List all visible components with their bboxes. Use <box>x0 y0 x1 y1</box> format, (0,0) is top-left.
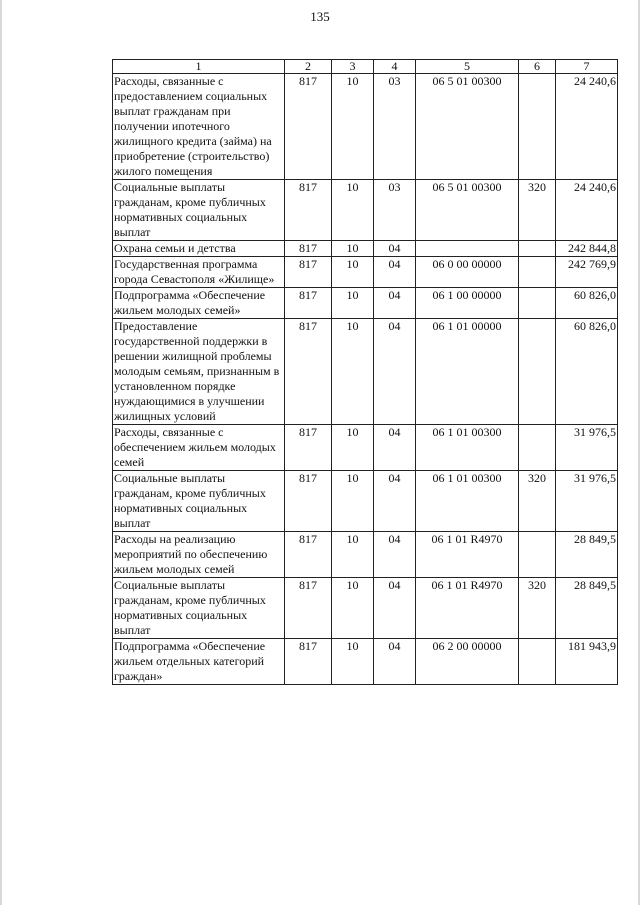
cell-sum: 242 844,8 <box>556 241 618 257</box>
table-row <box>113 532 618 578</box>
cell-vr: 320 <box>519 578 556 639</box>
cell-sum: 28 849,5 <box>556 532 618 578</box>
cell-razdel: 10 <box>332 471 374 532</box>
cell-podrazdel: 04 <box>374 532 416 578</box>
cell-vr <box>519 532 556 578</box>
cell-csr: 06 5 01 00300 <box>416 180 519 241</box>
cell-name: Расходы на реализацию мероприятий по обеспечению жильем молодых семей <box>113 532 285 578</box>
header-col-7: 7 <box>556 60 618 74</box>
cell-ved: 817 <box>285 74 332 180</box>
table-row <box>113 74 618 180</box>
cell-csr: 06 1 01 00300 <box>416 471 519 532</box>
cell-razdel: 10 <box>332 180 374 241</box>
cell-name: Социальные выплаты гражданам, кроме публичных нормативных социальных выплат <box>113 578 285 639</box>
cell-csr <box>416 241 519 257</box>
table-body <box>113 74 618 685</box>
cell-ved: 817 <box>285 288 332 319</box>
cell-vr: 320 <box>519 471 556 532</box>
table-row <box>113 425 618 471</box>
cell-podrazdel: 03 <box>374 74 416 180</box>
header-col-3: 3 <box>332 60 374 74</box>
cell-razdel: 10 <box>332 241 374 257</box>
table-row <box>113 257 618 288</box>
cell-podrazdel: 04 <box>374 241 416 257</box>
cell-podrazdel: 04 <box>374 425 416 471</box>
cell-csr: 06 5 01 00300 <box>416 74 519 180</box>
cell-name: Социальные выплаты гражданам, кроме публичных нормативных социальных выплат <box>113 471 285 532</box>
cell-vr <box>519 257 556 288</box>
cell-csr: 06 2 00 00000 <box>416 639 519 685</box>
cell-csr: 06 0 00 00000 <box>416 257 519 288</box>
cell-razdel: 10 <box>332 288 374 319</box>
cell-vr <box>519 319 556 425</box>
header-row <box>113 60 618 74</box>
table-row <box>113 288 618 319</box>
cell-vr <box>519 241 556 257</box>
cell-name: Подпрограмма «Обеспечение жильем отдельных категорий граждан» <box>113 639 285 685</box>
header-col-4: 4 <box>374 60 416 74</box>
cell-ved: 817 <box>285 532 332 578</box>
table-row <box>113 639 618 685</box>
cell-ved: 817 <box>285 257 332 288</box>
cell-sum: 181 943,9 <box>556 639 618 685</box>
cell-name: Предоставление государственной поддержки в решении жилищной проблемы молодым семьям, признанным в установленном порядке нуждающимися в улучшении жилищных условий <box>113 319 285 425</box>
header-col-5: 5 <box>416 60 519 74</box>
cell-ved: 817 <box>285 319 332 425</box>
cell-sum: 60 826,0 <box>556 319 618 425</box>
cell-ved: 817 <box>285 425 332 471</box>
cell-sum: 60 826,0 <box>556 288 618 319</box>
scan-left-edge <box>0 0 2 905</box>
header-col-2: 2 <box>285 60 332 74</box>
cell-razdel: 10 <box>332 578 374 639</box>
cell-razdel: 10 <box>332 74 374 180</box>
cell-vr <box>519 74 556 180</box>
cell-sum: 28 849,5 <box>556 578 618 639</box>
cell-name: Расходы, связанные с предоставлением социальных выплат гражданам при получении ипотечного жилищного кредита (займа) на приобретение (строительство) жилого помещения <box>113 74 285 180</box>
cell-name: Расходы, связанные с обеспечением жильем молодых семей <box>113 425 285 471</box>
cell-sum: 31 976,5 <box>556 425 618 471</box>
cell-name: Подпрограмма «Обеспечение жильем молодых семей» <box>113 288 285 319</box>
table-row <box>113 471 618 532</box>
table-row <box>113 241 618 257</box>
cell-name: Охрана семьи и детства <box>113 241 285 257</box>
cell-razdel: 10 <box>332 257 374 288</box>
page-number: 135 <box>310 9 330 24</box>
cell-podrazdel: 04 <box>374 639 416 685</box>
cell-csr: 06 1 00 00000 <box>416 288 519 319</box>
cell-podrazdel: 04 <box>374 257 416 288</box>
cell-vr <box>519 425 556 471</box>
cell-razdel: 10 <box>332 532 374 578</box>
cell-ved: 817 <box>285 471 332 532</box>
cell-ved: 817 <box>285 180 332 241</box>
header-col-6: 6 <box>519 60 556 74</box>
cell-razdel: 10 <box>332 639 374 685</box>
cell-sum: 24 240,6 <box>556 180 618 241</box>
cell-csr: 06 1 01 00000 <box>416 319 519 425</box>
cell-vr <box>519 288 556 319</box>
cell-ved: 817 <box>285 241 332 257</box>
cell-name: Государственная программа города Севастополя «Жилище» <box>113 257 285 288</box>
table-row <box>113 180 618 241</box>
cell-vr: 320 <box>519 180 556 241</box>
cell-podrazdel: 04 <box>374 471 416 532</box>
cell-csr: 06 1 01 00300 <box>416 425 519 471</box>
cell-podrazdel: 03 <box>374 180 416 241</box>
cell-razdel: 10 <box>332 319 374 425</box>
cell-ved: 817 <box>285 578 332 639</box>
cell-name: Социальные выплаты гражданам, кроме публичных нормативных социальных выплат <box>113 180 285 241</box>
cell-sum: 24 240,6 <box>556 74 618 180</box>
header-col-1: 1 <box>113 60 285 74</box>
cell-podrazdel: 04 <box>374 578 416 639</box>
cell-sum: 242 769,9 <box>556 257 618 288</box>
budget-table <box>112 59 618 685</box>
cell-podrazdel: 04 <box>374 288 416 319</box>
table-row <box>113 578 618 639</box>
cell-podrazdel: 04 <box>374 319 416 425</box>
table-row <box>113 319 618 425</box>
cell-csr: 06 1 01 R4970 <box>416 578 519 639</box>
cell-vr <box>519 639 556 685</box>
cell-razdel: 10 <box>332 425 374 471</box>
cell-csr: 06 1 01 R4970 <box>416 532 519 578</box>
cell-sum: 31 976,5 <box>556 471 618 532</box>
cell-ved: 817 <box>285 639 332 685</box>
